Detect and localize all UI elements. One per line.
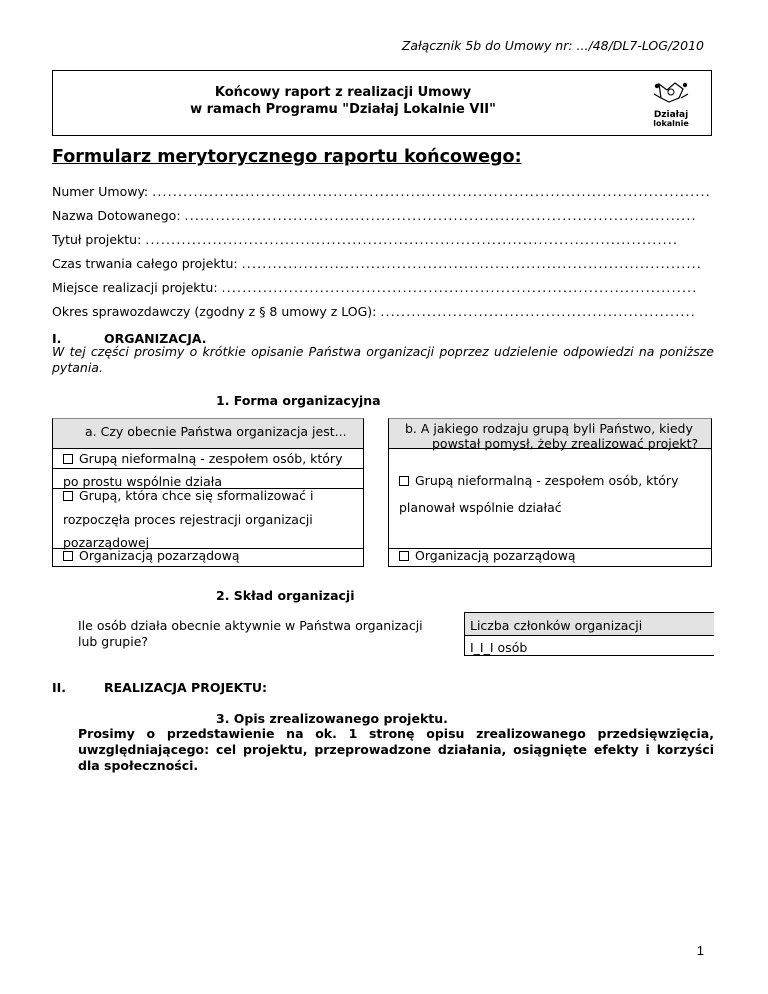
members-left-border <box>464 613 465 655</box>
section-1-number: I. <box>52 331 62 346</box>
checkbox[interactable] <box>63 454 73 464</box>
field-project-duration[interactable] <box>52 256 712 271</box>
field-label: Okres sprawozdawczy (zgodny z § 8 umowy z LOG): <box>52 304 377 319</box>
field-label: Czas trwania całego projektu: <box>52 256 238 271</box>
option-a-formalizing-group-cont: rozpoczęła proces rejestracji organizacji <box>63 512 313 527</box>
field-dots: ............................................................................................................ <box>152 184 711 199</box>
field-label: Miejsce realizacji projektu: <box>52 280 218 295</box>
section-1-description: W tej części prosimy o krótkie opisanie Państwa organizacji poprzez udzielenie odpowiedzi na poniższe pytania. <box>52 344 714 375</box>
field-dots: ............................................................................................ <box>221 280 698 295</box>
option-a-informal-group[interactable]: Grupą nieformalną - zespołem osób, który <box>63 451 342 466</box>
field-dots: ............................................................. <box>380 304 696 319</box>
form-title: Formularz merytorycznego raportu końcowego: <box>52 147 522 167</box>
checkbox[interactable] <box>63 491 73 501</box>
page-number: 1 <box>696 943 704 958</box>
members-count-value[interactable]: I_I_I osób <box>470 640 528 655</box>
row-divider <box>53 468 363 469</box>
field-label: Numer Umowy: <box>52 184 149 199</box>
subsection-3-description: Prosimy o przedstawienie na ok. 1 stronę opisu zrealizowanego przedsięwzięcia, uwzględniającego: cel projektu, przeprowadzone działania, osiągnięte efekty i korzyści dla społeczności. <box>78 726 714 773</box>
subsection-1-title: 1. Forma organizacyjna <box>216 393 381 408</box>
option-a-informal-group-cont: po prostu wspólnie działa <box>63 474 223 489</box>
dzialaj-lokalnie-logo <box>649 80 693 130</box>
field-project-location[interactable] <box>52 280 712 295</box>
column-a-header: a. Czy obecnie Państwa organizacja jest... <box>52 418 364 449</box>
members-count-box[interactable] <box>464 612 714 656</box>
logo-text-1: Działaj <box>653 110 689 120</box>
field-dots: ......................................................................................... <box>241 256 703 271</box>
title-box <box>52 70 712 136</box>
subsection-2-title: 2. Skład organizacji <box>216 588 355 603</box>
field-contract-number[interactable] <box>52 184 712 199</box>
field-dots: ................................................................................................... <box>184 208 697 223</box>
report-title-line-2: w ramach Programu "Działaj Lokalnie VII" <box>190 102 496 117</box>
option-a-formalizing-group-cont2: pozarządowej <box>63 535 150 550</box>
field-label: Nazwa Dotowanego: <box>52 208 181 223</box>
checkbox[interactable] <box>399 551 409 561</box>
option-b-informal-group[interactable]: Grupą nieformalną - zespołem osób, który <box>399 473 678 488</box>
members-count-header: Liczba członków organizacji <box>464 613 714 636</box>
field-grantee-name[interactable] <box>52 208 712 223</box>
checkbox[interactable] <box>399 476 409 486</box>
members-question: Ile osób działa obecnie aktywnie w Państwa organizacji lub grupie? <box>78 618 423 649</box>
logo-text-2: lokalnie <box>653 119 689 128</box>
field-dots: ....................................................................................................... <box>145 232 679 247</box>
report-title-line-1: Końcowy raport z realizacji Umowy <box>214 85 472 100</box>
option-b-informal-group-cont: planował wspólnie działać <box>399 500 562 515</box>
field-project-title[interactable] <box>52 232 712 247</box>
column-b-header: b. A jakiego rodzaju grupą byli Państwo, kiedy powstał pomysł, żeby zrealizować projekt? <box>388 418 712 449</box>
annex-reference: Załącznik 5b do Umowy nr: .../48/DL7-LOG/2010 <box>401 38 704 53</box>
field-reporting-period[interactable] <box>52 304 712 319</box>
option-a-formalizing-group[interactable]: Grupą, która chce się sformalizować i <box>63 488 314 503</box>
column-b-options <box>388 449 712 567</box>
column-a-options <box>52 449 364 567</box>
subsection-3-title: 3. Opis zrealizowanego projektu. <box>216 711 448 726</box>
field-label: Tytuł projektu: <box>52 232 142 247</box>
section-2-number: II. <box>52 680 67 695</box>
section-1-title: ORGANIZACJA. <box>104 331 207 346</box>
option-b-ngo[interactable]: Organizacją pozarządową <box>399 548 576 563</box>
checkbox[interactable] <box>63 551 73 561</box>
option-a-ngo[interactable]: Organizacją pozarządową <box>63 548 240 563</box>
section-2-title: REALIZACJA PROJEKTU: <box>104 680 268 695</box>
